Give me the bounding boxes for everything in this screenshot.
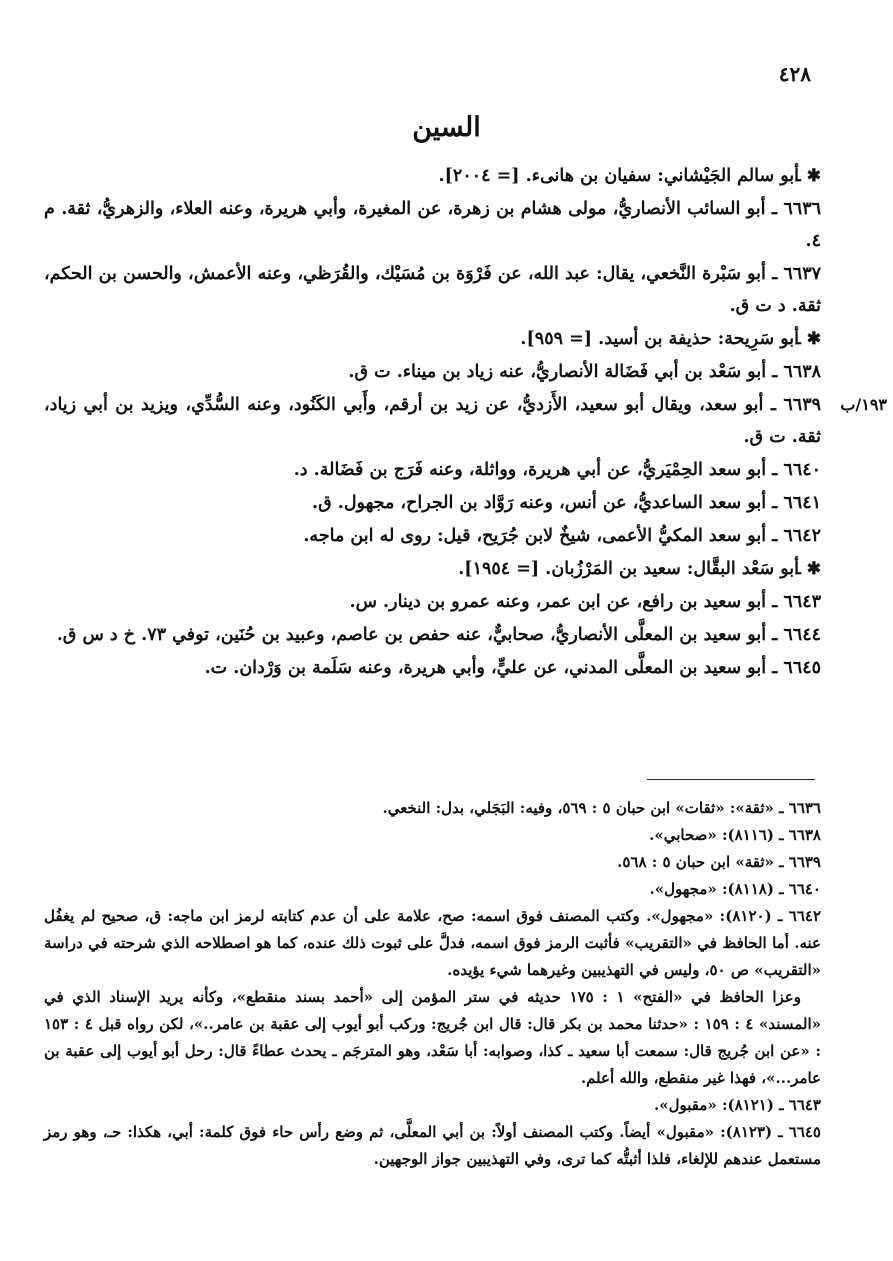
biography-entry [44,520,821,552]
entry-number: ٦٦٤٠ ـ [772,460,821,480]
manuscript-folio-note: ١٩٣/ب [840,395,887,414]
entry-number: ٦٦٣٦ ـ [771,199,821,219]
asterisk-icon: ✱ ـ [795,166,821,186]
entry-number: ٦٦٤٣ ـ [772,592,821,612]
entry-text: أبو سعيد بن المعلَّى الأنصاريُّ، صحابيٌّ، عنه حفص بن عاصم، وعبيد بن حُنَين، توفي ٧٣. خ د س ق. [56,625,767,645]
entry-number: ٦٦٤٢ ـ [772,526,821,546]
footnotes-list [44,795,821,1173]
footnote: ٦٦٤٥ ـ (٨١٢٣): «مقبول» أيضاً. وكتب المصنف أولاً: بن أبي المعلَّى، ثم وضع رأس حاء فوق كلمة: أبي، هكذا: حـ، وهو رمز مستعمل عندهم للإلغاء، فلذا أثبتُّه كما ترى، وفي التهذيبين جواز الوجهين. [44,1123,821,1168]
entry-text: أبو سَبْرة النَّخعي، يقال: عبد الله، عن فَرْوَة بن مُسَيْك، والقُرَظي، وعنه الأعمش، والحسن بن الحكم، ثقة. د ت ق. [44,264,821,316]
entry-number: ٦٦٣٨ ـ [772,362,821,382]
entry-text: أبو سَرِيحة: حذيفة بن أسيد. [= ٩٥٩]. [520,329,799,349]
asterisk-icon: ✱ ـ [795,559,821,579]
entry-text: أبو سعد، ويقال أبو سعيد، الأَزديُّ، عن زيد بن أرقم، وأَبي الكَنُود، وعنه السُّدِّي، ويزيد بن أبي زياد، ثقة. ت ق. [44,395,821,447]
biography-entry [44,356,821,388]
footnote: وعزا الحافظ في «الفتح» ١ : ١٧٥ حديثه في ستر المؤمن إلى «أحمد بسند منقطع»، وكأنه يريد الإسناد الذي في «المسند» ٤ : ١٥٩ : «حدثنا محمد بن بكر قال: قال ابن جُريج: وركب أبو أيوب إلى عقبة بن عامر..»، لكن رواه قبل ٤ : ١٥٣ : «عن ابن جُريج قال: سمعت أبا سعيد ـ كذا، وصوابه: أبا سَعْد، وهو المترجَم ـ يحدث عطاءً قال: رحل أبو أيوب إلى عقبة بن عامر...»، فهذا غير منقطع، والله أعلم. [44,988,821,1087]
entry-text: أبو سعد الحِمْيَريُّ، عن أبي هريرة، وواثلة، وعنه فَرَج بن فَضَالة. د. [293,460,767,480]
biography-entry [44,389,887,453]
biography-entry [44,586,821,618]
cross-reference-entry [44,160,821,192]
entry-number: ٦٦٣٧ ـ [772,264,821,284]
entry-text: أبو سعد الساعديُّ، عن أنس، وعنه رَوَّاد بن الجراح، مجهول. ق. [311,493,767,513]
biography-entry [44,454,821,486]
section-title: السين [412,112,481,143]
biography-entry [44,258,821,322]
entry-number: ٦٦٤١ ـ [772,493,821,513]
biography-entry [44,487,821,519]
entry-text: أبو سعيد بن رافع، عن ابن عمر، وعنه عمرو بن دينار. س. [349,592,767,612]
footnote: ٦٦٤٠ ـ (٨١١٨): «مجهول». [649,880,821,898]
cross-reference-entry [44,553,821,585]
entry-number: ٦٦٤٤ ـ [772,625,821,645]
biography-entry [44,193,821,257]
entry-text: أبو سَعْد بن أبي فَضَالة الأنصاريُّ، عنه زياد بن ميناء. ت ق. [348,362,767,382]
entry-text: أبو سعيد بن المعلَّى المدني، عن عليٍّ، وأبي هريرة، وعنه سَلَمة بن وَرْدان. ت. [204,658,767,678]
footnote-divider [647,779,815,780]
footnote: ٦٦٣٩ ـ «ثقة» ابن حبان ٥ : ٥٦٨. [617,853,821,871]
entry-number: ٦٦٤٥ ـ [772,658,821,678]
entry-text: أبو سالم الجَيْشاني: سفيان بن هانىء. [= ٢٠٠٤]. [438,166,799,186]
entry-text: أبو سعد المكيُّ الأعمى، شيخٌ لابن جُرَيح، قيل: روى له ابن ماجه. [303,526,767,546]
asterisk-icon: ✱ ـ [795,329,821,349]
footnote: ٦٦٤٣ ـ (٨١٢١): «مقبول». [653,1096,821,1114]
entry-text: أبو سَعْد البقَّال: سعيد بن المَرْزُبان. [= ١٩٥٤]. [458,559,799,579]
cross-reference-entry [44,323,821,355]
page-number: ٤٢٨ [778,62,811,86]
footnote: ٦٦٣٨ ـ (٨١١٦): «صحابي». [649,826,821,844]
entry-text: أبو السائب الأنصاريُّ، مولى هشام بن زهرة، عن المغيرة، وأبي هريرة، وعنه العلاء، والزهريُّ، ثقة. م ٤. [44,199,821,251]
entries-list [44,160,887,685]
footnote: ٦٦٤٢ ـ (٨١٢٠): «مجهول». وكتب المصنف فوق اسمه: صح، علامة على أن عدم كتابته لرمز ابن ماجه: ق، صحيح لم يغفُل عنه. أما الحافظ في «التقريب» فأثبت الرمز فوق اسمه، فدلَّ على ثبوت ذلك عنده، كما هو اصطلاحه الذي شرحته في دراسة «التقريب» ص ٥٠، وليس في التهذيبين وغيرهما شيء يؤيده. [44,907,822,979]
biography-entry [44,619,821,651]
footnote: ٦٦٣٦ ـ «ثقة»: «ثقات» ابن حبان ٥ : ٥٦٩، وفيه: البَجَلي، بدل: النخعي. [382,799,821,817]
entry-number: ٦٦٣٩ ـ [770,395,821,415]
biography-entry [44,652,821,684]
